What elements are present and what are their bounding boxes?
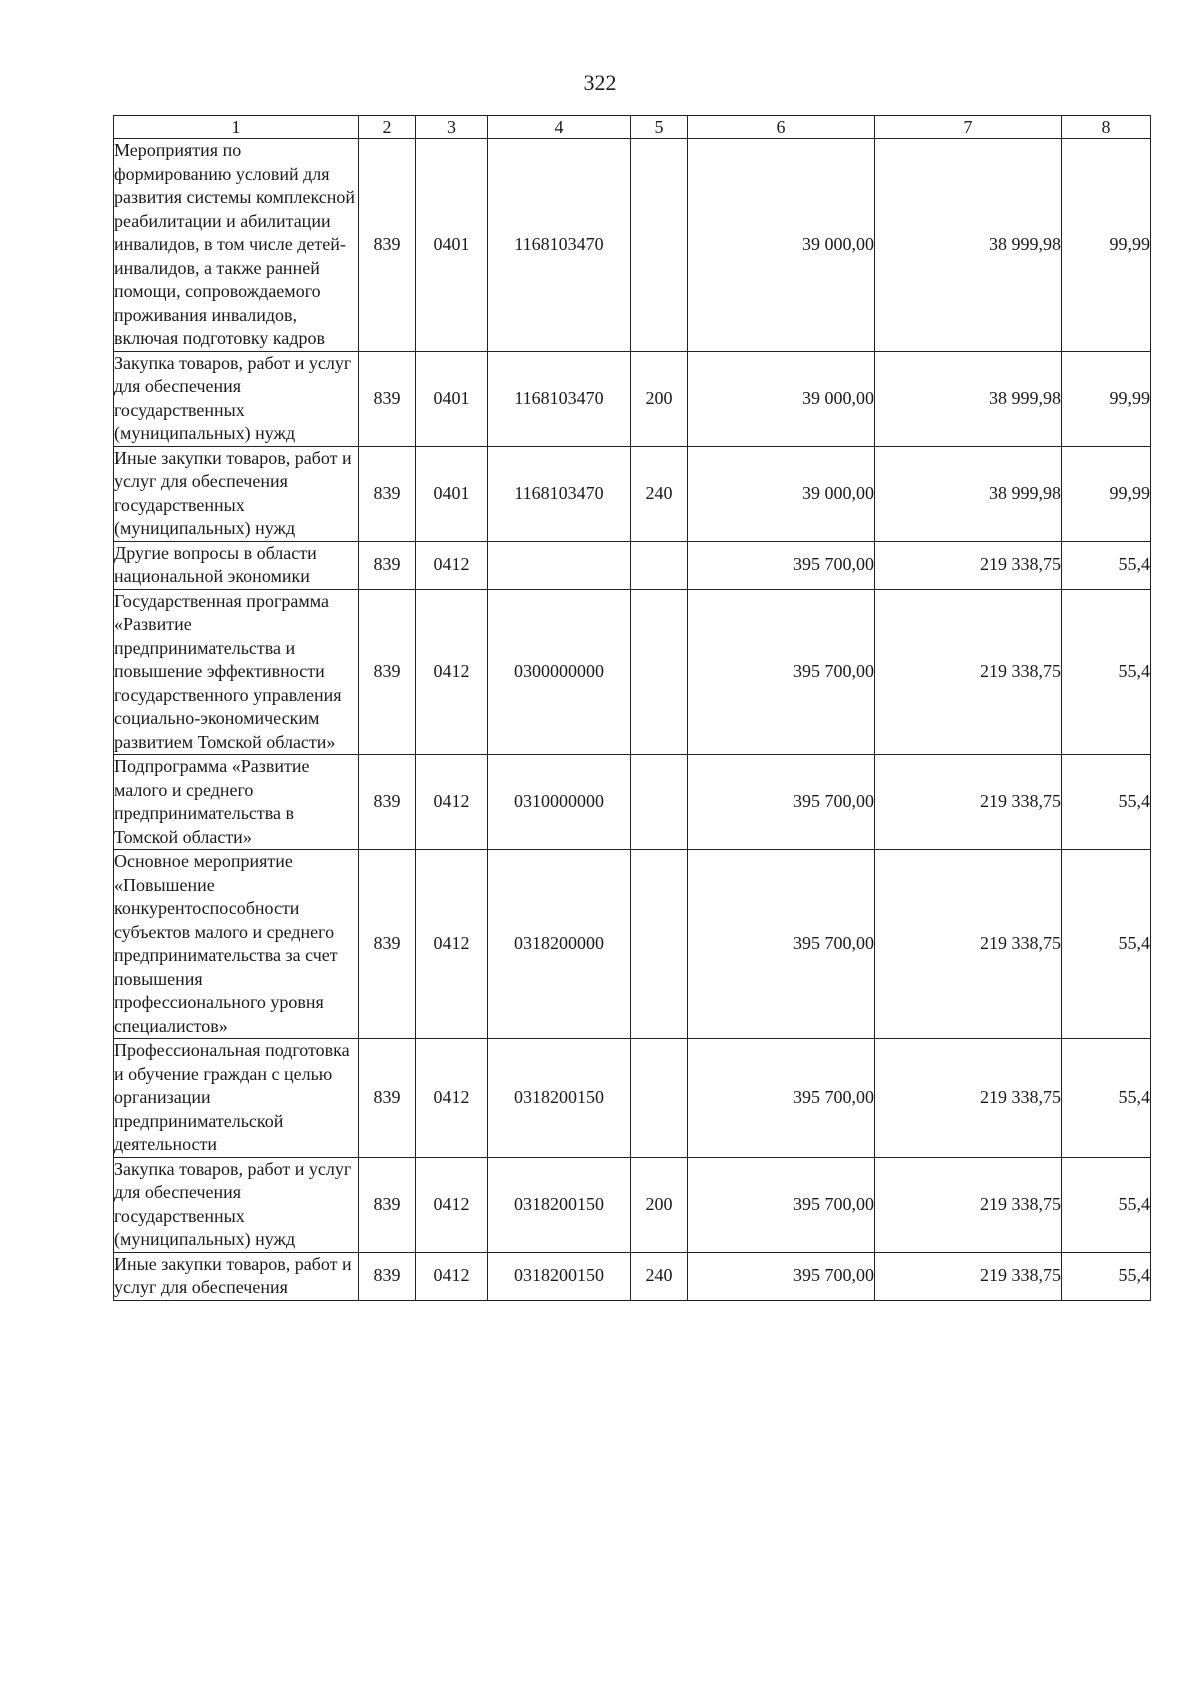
execution-percent-cell: 55,4 — [1062, 541, 1151, 589]
item-name-cell: Иные закупки товаров, работ и услуг для обеспечения — [114, 1252, 359, 1300]
item-name-cell: Государственная программа «Развитие предпринимательства и повышение эффективности государственного управления социально-экономическим развитием Томской области» — [114, 589, 359, 755]
department-code-cell: 839 — [359, 139, 416, 352]
item-name-cell: Другие вопросы в области национальной экономики — [114, 541, 359, 589]
header-cell: 6 — [688, 116, 875, 139]
execution-percent-cell: 55,4 — [1062, 1157, 1151, 1252]
section-code-cell: 0412 — [416, 589, 488, 755]
item-name-cell: Основное мероприятие «Повышение конкурентоспособности субъектов малого и среднего предпринимательства за счет повышения профессионального уровня специалистов» — [114, 850, 359, 1039]
target-article-cell: 0318200150 — [488, 1039, 631, 1158]
expense-type-cell: 200 — [631, 1157, 688, 1252]
budget-table — [113, 115, 1151, 1301]
header-cell: 4 — [488, 116, 631, 139]
department-code-cell: 839 — [359, 541, 416, 589]
execution-percent-cell: 99,99 — [1062, 139, 1151, 352]
target-article-cell: 0310000000 — [488, 755, 631, 850]
planned-amount-cell: 39 000,00 — [688, 351, 875, 446]
planned-amount-cell: 395 700,00 — [688, 850, 875, 1039]
execution-percent-cell: 55,4 — [1062, 1039, 1151, 1158]
item-name-cell: Профессиональная подготовка и обучение граждан с целью организации предпринимательской деятельности — [114, 1039, 359, 1158]
header-cell: 1 — [114, 116, 359, 139]
target-article-cell: 0318200150 — [488, 1252, 631, 1300]
expense-type-cell — [631, 139, 688, 352]
item-name-cell: Мероприятия по формированию условий для развития системы комплексной реабилитации и абилитации инвалидов, в том числе детей-инвалидов, а также ранней помощи, сопровождаемого проживания инвалидов, включая подготовку кадров — [114, 139, 359, 352]
department-code-cell: 839 — [359, 589, 416, 755]
section-code-cell: 0412 — [416, 755, 488, 850]
target-article-cell — [488, 541, 631, 589]
execution-percent-cell: 99,99 — [1062, 446, 1151, 541]
section-code-cell: 0412 — [416, 541, 488, 589]
department-code-cell: 839 — [359, 1039, 416, 1158]
item-name-cell: Закупка товаров, работ и услуг для обеспечения государственных (муниципальных) нужд — [114, 1157, 359, 1252]
header-cell: 7 — [875, 116, 1062, 139]
planned-amount-cell: 395 700,00 — [688, 755, 875, 850]
execution-percent-cell: 99,99 — [1062, 351, 1151, 446]
execution-percent-cell: 55,4 — [1062, 755, 1151, 850]
table-row — [114, 351, 1151, 446]
expense-type-cell — [631, 1039, 688, 1158]
table-row — [114, 850, 1151, 1039]
item-name-cell: Иные закупки товаров, работ и услуг для обеспечения государственных (муниципальных) нужд — [114, 446, 359, 541]
executed-amount-cell: 38 999,98 — [875, 351, 1062, 446]
section-code-cell: 0412 — [416, 1157, 488, 1252]
expense-type-cell: 240 — [631, 446, 688, 541]
department-code-cell: 839 — [359, 446, 416, 541]
department-code-cell: 839 — [359, 850, 416, 1039]
section-code-cell: 0412 — [416, 850, 488, 1039]
table-row — [114, 446, 1151, 541]
table-row — [114, 755, 1151, 850]
target-article-cell: 1168103470 — [488, 446, 631, 541]
expense-type-cell — [631, 755, 688, 850]
executed-amount-cell: 38 999,98 — [875, 139, 1062, 352]
table-row — [114, 1157, 1151, 1252]
expense-type-cell — [631, 850, 688, 1039]
header-cell: 5 — [631, 116, 688, 139]
table-row — [114, 541, 1151, 589]
table-row — [114, 139, 1151, 352]
section-code-cell: 0412 — [416, 1039, 488, 1158]
planned-amount-cell: 395 700,00 — [688, 1039, 875, 1158]
table-row — [114, 1252, 1151, 1300]
expense-type-cell — [631, 541, 688, 589]
executed-amount-cell: 219 338,75 — [875, 589, 1062, 755]
department-code-cell: 839 — [359, 755, 416, 850]
execution-percent-cell: 55,4 — [1062, 1252, 1151, 1300]
header-cell: 3 — [416, 116, 488, 139]
target-article-cell: 1168103470 — [488, 351, 631, 446]
executed-amount-cell: 38 999,98 — [875, 446, 1062, 541]
planned-amount-cell: 395 700,00 — [688, 541, 875, 589]
page-number: 322 — [583, 70, 617, 95]
executed-amount-cell: 219 338,75 — [875, 1039, 1062, 1158]
planned-amount-cell: 395 700,00 — [688, 1252, 875, 1300]
target-article-cell: 0318200150 — [488, 1157, 631, 1252]
target-article-cell: 1168103470 — [488, 139, 631, 352]
expense-type-cell: 200 — [631, 351, 688, 446]
header-cell: 2 — [359, 116, 416, 139]
department-code-cell: 839 — [359, 1157, 416, 1252]
section-code-cell: 0412 — [416, 1252, 488, 1300]
department-code-cell: 839 — [359, 1252, 416, 1300]
department-code-cell: 839 — [359, 351, 416, 446]
planned-amount-cell: 395 700,00 — [688, 1157, 875, 1252]
table-row — [114, 589, 1151, 755]
planned-amount-cell: 395 700,00 — [688, 589, 875, 755]
planned-amount-cell: 39 000,00 — [688, 139, 875, 352]
target-article-cell: 0300000000 — [488, 589, 631, 755]
executed-amount-cell: 219 338,75 — [875, 1252, 1062, 1300]
expense-type-cell — [631, 589, 688, 755]
item-name-cell: Закупка товаров, работ и услуг для обеспечения государственных (муниципальных) нужд — [114, 351, 359, 446]
section-code-cell: 0401 — [416, 139, 488, 352]
section-code-cell: 0401 — [416, 351, 488, 446]
section-code-cell: 0401 — [416, 446, 488, 541]
target-article-cell: 0318200000 — [488, 850, 631, 1039]
execution-percent-cell: 55,4 — [1062, 850, 1151, 1039]
executed-amount-cell: 219 338,75 — [875, 1157, 1062, 1252]
execution-percent-cell: 55,4 — [1062, 589, 1151, 755]
header-cell: 8 — [1062, 116, 1151, 139]
executed-amount-cell: 219 338,75 — [875, 850, 1062, 1039]
planned-amount-cell: 39 000,00 — [688, 446, 875, 541]
table-header-row — [114, 116, 1151, 139]
expense-type-cell: 240 — [631, 1252, 688, 1300]
executed-amount-cell: 219 338,75 — [875, 541, 1062, 589]
table-row — [114, 1039, 1151, 1158]
item-name-cell: Подпрограмма «Развитие малого и среднего предпринимательства в Томской области» — [114, 755, 359, 850]
executed-amount-cell: 219 338,75 — [875, 755, 1062, 850]
